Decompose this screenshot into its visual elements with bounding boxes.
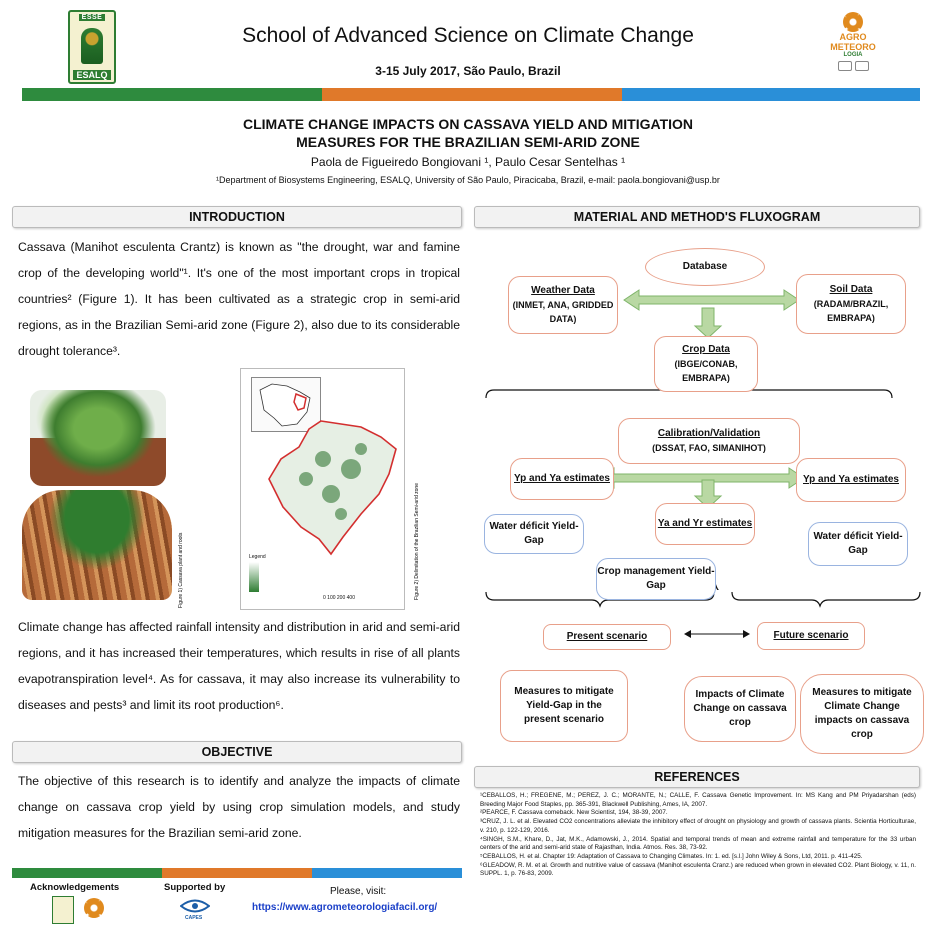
impacts-label: Impacts of Climate Change on cassava crop (693, 689, 787, 728)
intro-paragraph-2: Climate change has affected rainfall intensity and distribution in arid and semi-arid regions, and it has increased their temperatures, which results in rise of all plants evapotranspiration level⁴. As for cassava, it may also increase its vulnerability to diseases and pests³ and limit its root production⁶. (18, 620, 460, 712)
visit-label: Please, visit: (330, 886, 387, 897)
footer-bar-orange (162, 868, 312, 878)
acknowledgements-label: Acknowledgements (30, 882, 120, 893)
future-scenario-box (757, 622, 865, 650)
reference-item: ⁴SINGH, S.M., Khare, D., Jat, M.K., Adamowski, J., 2014. Spatial and temporal trends of mean and extreme rainfall and temperature for the 33 urban centers of the arid and semi-arid state of Rajasthan, India. Atmos. Res. 38, 73-92. (480, 835, 916, 852)
references-list (480, 792, 916, 879)
partner-icon (838, 61, 852, 71)
measures-future-box (800, 674, 924, 754)
objective-heading: OBJECTIVE (12, 741, 462, 763)
cassava-roots-photo (22, 490, 172, 600)
fluxogram-heading: MATERIAL AND METHOD'S FLUXOGRAM (474, 206, 920, 228)
flower-icon (843, 12, 863, 32)
water-gap-right-label: Water déficit Yield-Gap (813, 531, 903, 556)
map-legend-scale (249, 562, 259, 592)
database-box (645, 248, 765, 286)
soil-data-box (796, 274, 906, 334)
weather-data-box (508, 276, 618, 334)
impacts-box (684, 676, 796, 742)
poster-title-line2: MEASURES FOR THE BRAZILIAN SEMI-ARID ZONE (296, 134, 640, 150)
authors: Paola de Figueiredo Bongiovani ¹, Paulo Cesar Sentelhas ¹ (310, 155, 626, 169)
map-scale-bar: 0 100 200 400 (323, 595, 355, 601)
reference-item: ³CRUZ, J. L. et al. Elevated CO2 concentrations alleviate the inhibitory effect of drought on physiology and growth of cassava plants. Scientia Horticulturae, v. 210, p. 122-129, 2016. (480, 818, 916, 834)
ya-yr-label: Ya and Yr estimates (657, 518, 753, 529)
future-scenario-label: Future scenario (773, 630, 849, 641)
semiarid-region-shape (261, 419, 399, 559)
crop-data-sub: (IBGE/CONAB, EMBRAPA) (674, 359, 738, 383)
crop-data-title: Crop Data (682, 344, 730, 355)
esalq-small-logo (52, 896, 74, 924)
calibration-sub: (DSSAT, FAO, SIMANIHOT) (652, 443, 766, 453)
reference-item: ⁶GLEADOW, R. M. et al. Growth and nutritive value of cassava (Manihot esculenta Cranz.) are reduced when grown in elevated CO2. Plant Biology, v. 11, n. SUPPL. 1, p. 76-83, 2009. (480, 861, 916, 878)
present-scenario-box (543, 624, 671, 650)
poster-title-line1: CLIMATE CHANGE IMPACTS ON CASSAVA YIELD AND MITIGATION (242, 116, 694, 132)
reference-item: ²PEARCE, F. Cassava comeback. New Scientist, 194, 38-39, 2007. (480, 809, 668, 817)
figure2-caption: Figure 2) Delimitation of the Brazilian Semi-arid zone (414, 483, 420, 600)
agro-small-logo (84, 898, 104, 918)
soil-data-sub: (RADAM/BRAZIL, EMBRAPA) (813, 299, 889, 323)
introduction-heading: INTRODUCTION (12, 206, 462, 228)
capes-eye-icon (180, 898, 210, 914)
yp-ya-right-box (796, 458, 906, 502)
cassava-plant-photo (30, 390, 166, 486)
capes-label: CAPES (185, 915, 203, 921)
event-date: 3-15 July 2017, São Paulo, Brazil (375, 64, 561, 78)
logo-subtext: LOGIA (843, 52, 863, 58)
header-bar-blue (622, 88, 920, 101)
reference-item: ⁵CEBALLOS, H. et al. Chapter 19: Adaptation of Cassava to Changing Climates. In: 1. ed. [s.l.] John Wiley & Sons, Ltd, 2011. p. 411-425. (480, 852, 863, 860)
crop-data-box (654, 336, 758, 392)
soil-data-title: Soil Data (829, 284, 873, 295)
poster-title (0, 115, 936, 151)
footer-bar-green (12, 868, 162, 878)
agrometeorologia-logo (826, 12, 880, 94)
yp-ya-right-label: Yp and Ya estimates (803, 474, 899, 485)
measures-future-label: Measures to mitigate Climate Change impacts on cassava crop (812, 687, 912, 740)
logo-bottom-text: ESALQ (73, 70, 110, 80)
water-gap-right-box (808, 522, 908, 566)
header-bar-green (22, 88, 322, 101)
yp-ya-left-box (510, 458, 614, 500)
supported-label: Supported by (164, 882, 226, 893)
footer-bar-blue (312, 868, 462, 878)
database-label: Database (682, 261, 728, 272)
objective-text: The objective of this research is to identify and analyze the impacts of climate change on cassava crop yield by using crop simulation models, and study mitigation measures for the Brazilian semi-arid zone. (18, 774, 460, 840)
water-gap-left-label: Water déficit Yield-Gap (489, 521, 579, 546)
logo-top-text: ESSE (79, 14, 106, 21)
website-link[interactable]: https://www.agrometeorologiafacil.org/ (252, 902, 438, 913)
measures-present-box (500, 670, 628, 742)
crop-gap-box (596, 558, 716, 600)
semiarid-map (240, 368, 405, 610)
school-title: School of Advanced Science on Climate Change (242, 24, 694, 47)
crop-gap-label: Crop management Yield-Gap (597, 566, 715, 591)
references-heading: REFERENCES (474, 766, 920, 788)
header-bar-orange (322, 88, 622, 101)
weather-data-title: Weather Data (531, 285, 595, 296)
scenario-double-arrow (682, 628, 752, 640)
map-legend: Legend (249, 554, 266, 560)
affiliation: ¹Department of Biosystems Engineering, ESALQ, University of São Paulo, Piracicaba, Brazil, e-mail: paola.bongiovani@usp.br (216, 175, 720, 185)
calibration-box (618, 418, 800, 464)
partner-icon (855, 61, 869, 71)
calibration-title: Calibration/Validation (657, 428, 761, 439)
yp-ya-left-label: Yp and Ya estimates (514, 473, 610, 484)
present-scenario-label: Present scenario (566, 631, 648, 642)
water-gap-left-box (484, 514, 584, 554)
measures-present-label: Measures to mitigate Yield-Gap in the present scenario (514, 686, 614, 725)
logo-text: AGRO METEORO (830, 32, 876, 52)
ya-yr-box (655, 503, 755, 545)
intro-paragraph-1: Cassava (Manihot esculenta Crantz) is known as "the drought, war and famine crop of the developing world"¹. It's one of the most important crops in tropical countries² (Figure 1). It has been cultivated as a strategic crop in semi-arid regions, as in the Brazilian Semi-arid zone (Figure 2), also due to its considerable drought tolerance³. (18, 240, 460, 358)
figure1-caption: Figure 1) Cassava plant and roots (178, 532, 184, 608)
reference-item: ¹CEBALLOS, H.; FREGENE, M.; PEREZ, J. C.; MORANTE, N.; CALLE, F. Cassava Genetic Improvement. In: MS Kang and PM Priyadarshan (eds) Breeding Major Food Staples, pp. 365-391, Blackwell Publishing, Ames, IA, 2007. (480, 792, 916, 808)
weather-data-sub: (INMET, ANA, GRIDDED DATA) (512, 300, 614, 324)
